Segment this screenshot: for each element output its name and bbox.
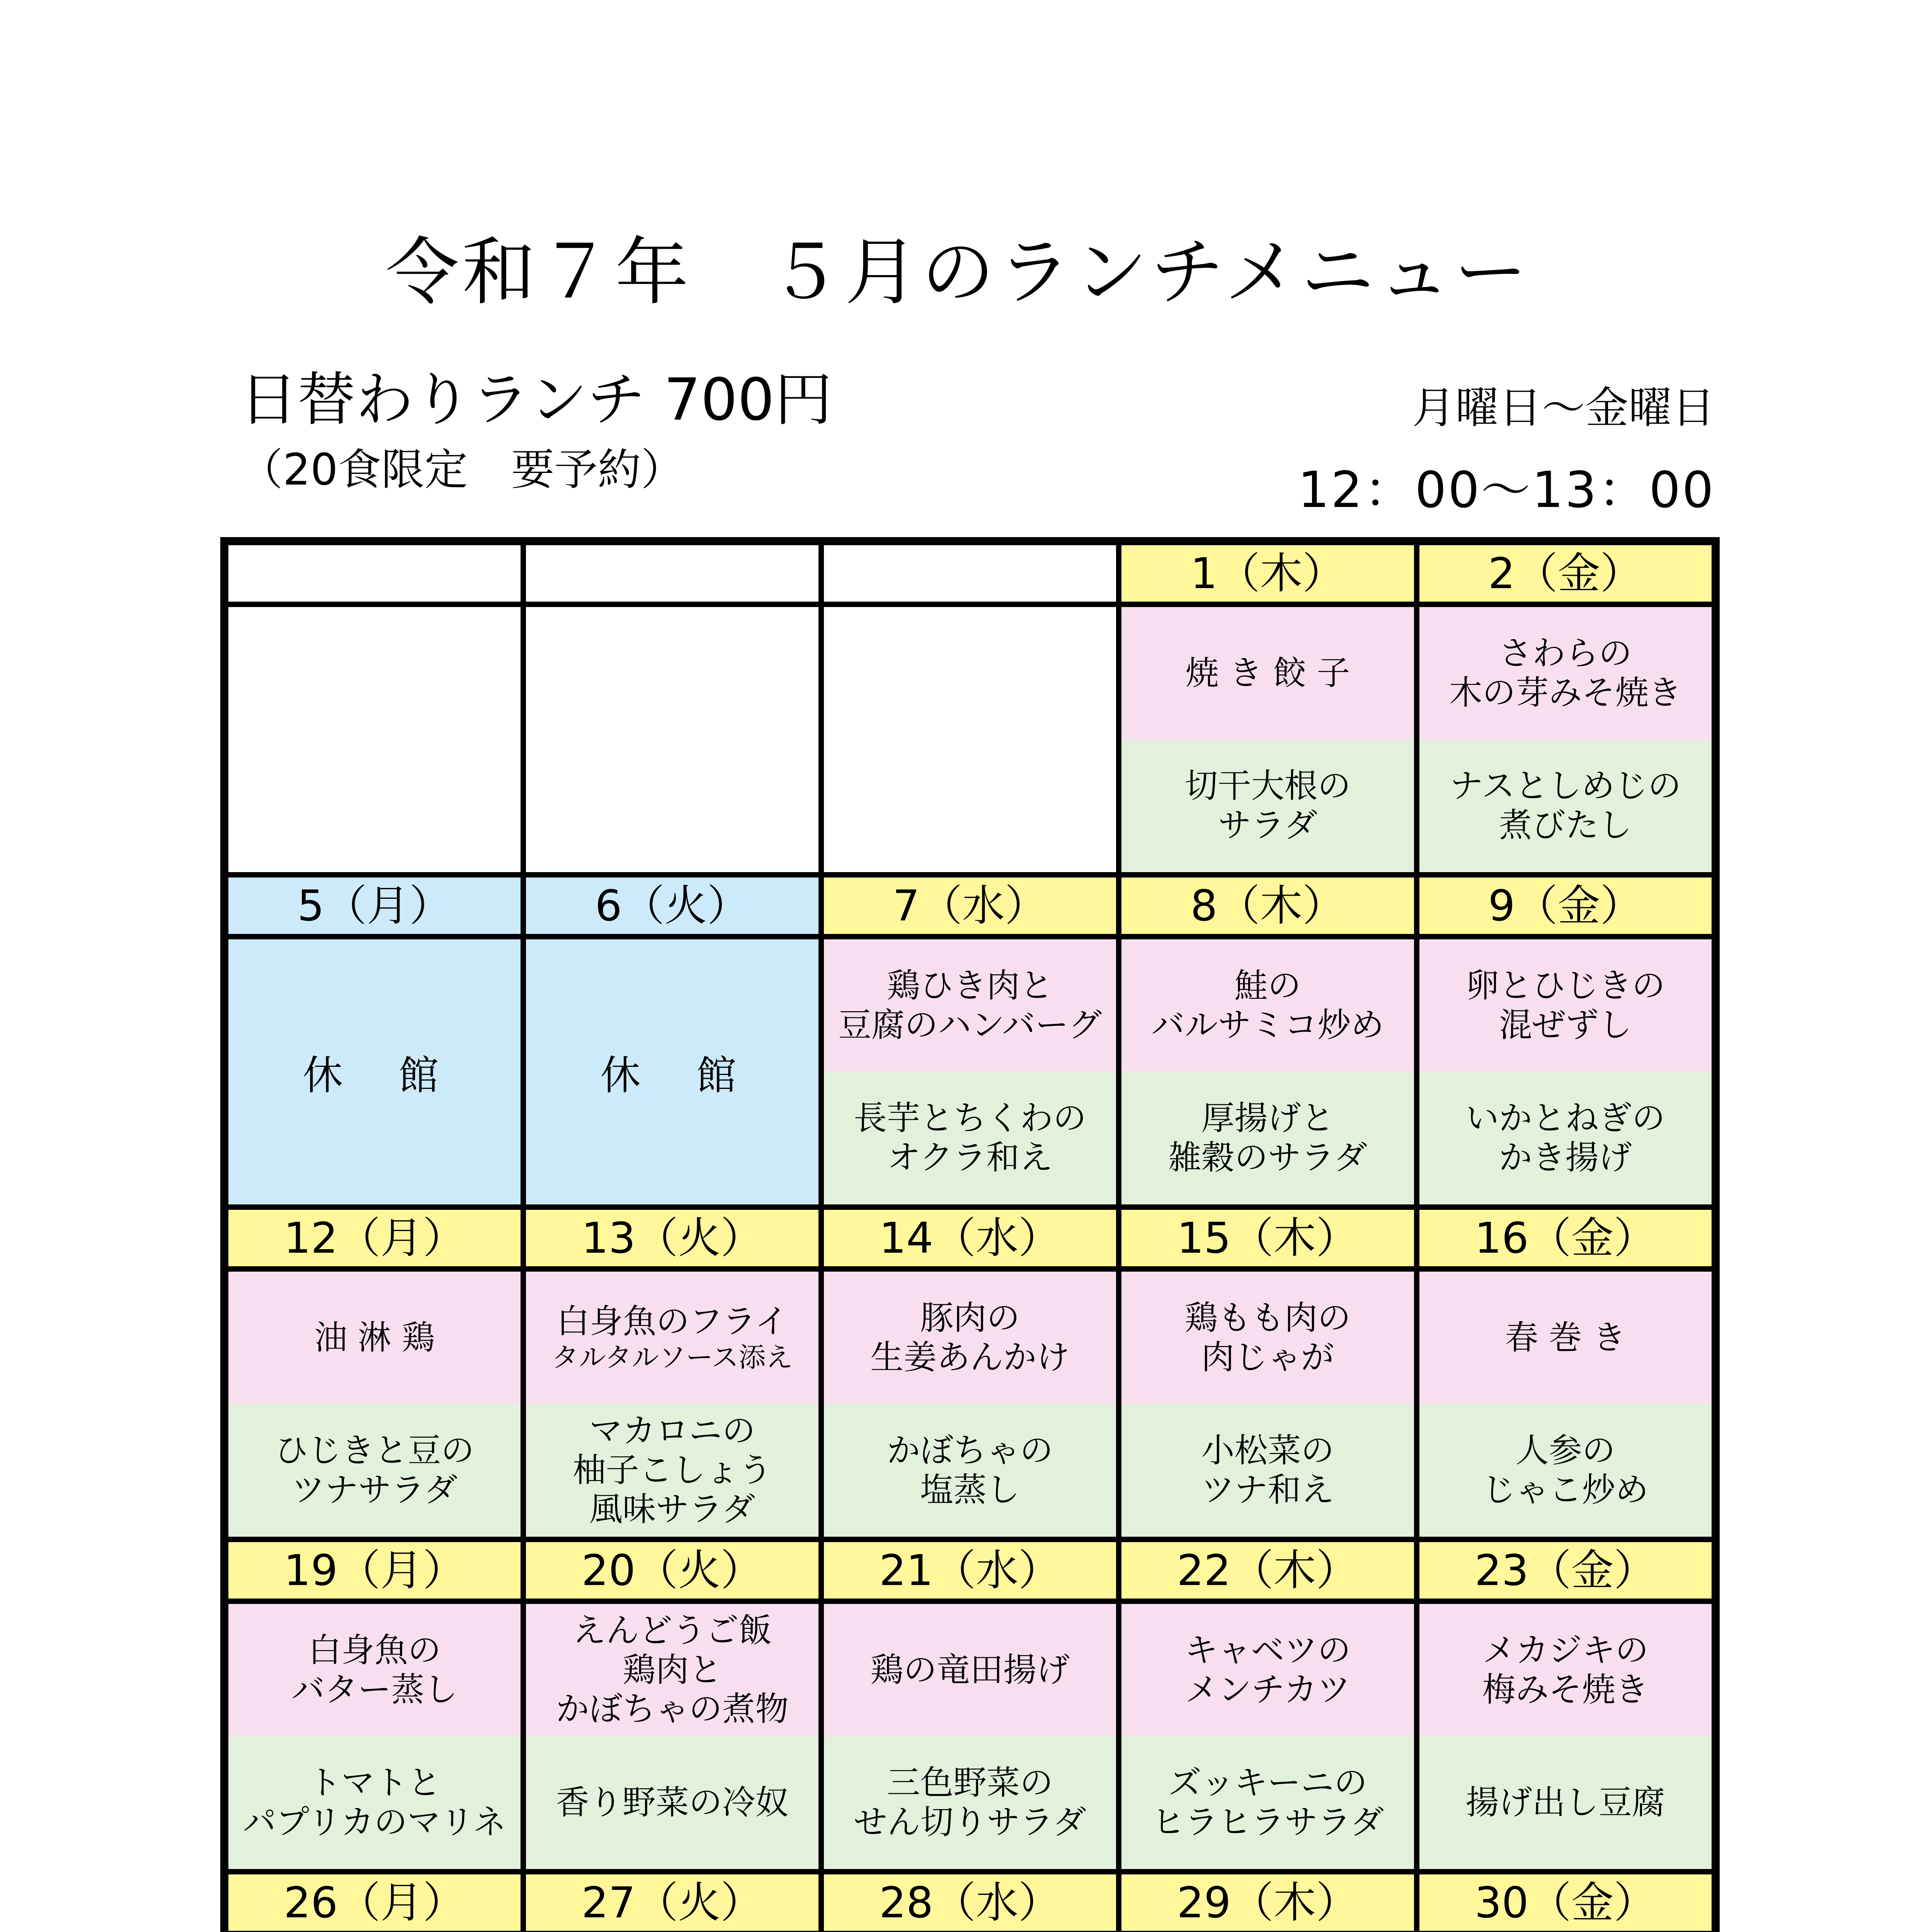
main-dish-line: 鮭の <box>1234 966 1301 1005</box>
main-dish-line: バター蒸し <box>291 1670 458 1709</box>
side-dish <box>1419 1404 1712 1537</box>
menu-day-cell <box>1119 1601 1416 1872</box>
main-dish-line: 油 淋 鶏 <box>314 1318 435 1357</box>
main-dish <box>1419 1272 1712 1404</box>
main-dish-line: さわらの <box>1499 634 1632 673</box>
menu-day-cell <box>523 1269 821 1539</box>
side-dish <box>526 1736 818 1869</box>
day-header: 16（金） <box>1417 1207 1714 1269</box>
side-dish-line: ナスとしめじの <box>1450 767 1681 806</box>
menu-day-cell <box>1417 1601 1714 1872</box>
side-dish-line: ツナ和え <box>1201 1470 1334 1509</box>
menu-calendar <box>220 537 1720 1932</box>
menu-day-cell <box>1417 604 1714 875</box>
side-dish <box>1121 1404 1414 1537</box>
side-dish-line: パプリカのマリネ <box>243 1803 507 1842</box>
main-dish <box>1419 1604 1712 1736</box>
side-dish-line: 塩蒸し <box>920 1470 1020 1509</box>
main-dish-line: キャベツの <box>1184 1631 1351 1670</box>
day-header: 5（月） <box>226 875 523 937</box>
lunch-name-price: 日替わりランチ 700円 <box>240 366 832 434</box>
main-dish-line: 豆腐のハンバーグ <box>838 1005 1102 1044</box>
main-dish-line: 鶏肉と <box>622 1650 722 1689</box>
side-dish-line: じゃこ炒め <box>1482 1470 1649 1509</box>
side-dish-line: 風味サラダ <box>589 1490 756 1529</box>
side-dish <box>824 1072 1116 1204</box>
side-dish-line: サラダ <box>1218 806 1317 845</box>
day-header: 30（金） <box>1417 1872 1714 1932</box>
main-dish <box>228 1604 521 1736</box>
empty-day-cell <box>523 604 821 875</box>
side-dish <box>824 1404 1116 1537</box>
main-dish-line: 鶏の竜田揚げ <box>870 1650 1070 1689</box>
main-dish-line: メカジキの <box>1482 1631 1649 1670</box>
side-dish-line: 柚子こしょう <box>572 1451 772 1490</box>
main-dish-line: 肉じゃが <box>1201 1338 1334 1377</box>
menu-day-cell <box>523 1601 821 1872</box>
empty-day-cell <box>821 604 1119 875</box>
side-dish-line: 小松菜の <box>1201 1431 1334 1470</box>
main-dish-line: 白身魚のフライ <box>556 1302 788 1341</box>
menu-day-cell <box>1119 937 1416 1207</box>
main-dish-line: 鶏もも肉の <box>1184 1299 1351 1338</box>
main-dish <box>824 1604 1116 1736</box>
main-dish <box>526 1604 818 1736</box>
side-dish <box>1419 740 1712 872</box>
menu-day-cell <box>1119 604 1416 875</box>
service-hours: 12：00～13：00 <box>1298 461 1715 519</box>
main-dish <box>824 939 1116 1072</box>
side-dish-line: 煮びたし <box>1499 806 1632 845</box>
day-header: 14（水） <box>821 1207 1119 1269</box>
day-header: 27（火） <box>523 1872 821 1932</box>
side-dish-line: せん切りサラダ <box>854 1803 1086 1842</box>
side-dish-line: ズッキーニの <box>1168 1764 1367 1803</box>
main-dish-line: 豚肉の <box>920 1299 1020 1338</box>
lunch-limit-note: （20食限定 要予約） <box>240 445 684 495</box>
day-header: 28（水） <box>821 1872 1119 1932</box>
day-header: 9（金） <box>1417 875 1714 937</box>
menu-day-cell <box>1417 937 1714 1207</box>
day-header: 1（木） <box>1119 543 1416 604</box>
main-dish-line: 焼 き 餃 子 <box>1185 653 1350 692</box>
side-dish-line: 揚げ出し豆腐 <box>1465 1783 1665 1822</box>
side-dish-line: 三色野菜の <box>887 1764 1053 1803</box>
day-header: 29（木） <box>1119 1872 1416 1932</box>
side-dish-line: ヒラヒラサラダ <box>1151 1803 1384 1842</box>
day-header <box>226 543 523 604</box>
main-dish-line: かぼちゃの煮物 <box>556 1690 789 1729</box>
main-dish-line: 混ぜずし <box>1499 1005 1632 1044</box>
day-header: 19（月） <box>226 1539 523 1601</box>
day-header: 15（木） <box>1119 1207 1416 1269</box>
main-dish-line: 鶏ひき肉と <box>887 966 1053 1005</box>
menu-day-cell <box>226 1269 523 1539</box>
day-header: 21（水） <box>821 1539 1119 1601</box>
side-dish <box>228 1404 521 1537</box>
side-dish-line: 切干大根の <box>1184 767 1351 806</box>
day-header: 22（木） <box>1119 1539 1416 1601</box>
day-header: 6（火） <box>523 875 821 937</box>
main-dish-line: 白身魚の <box>308 1631 441 1670</box>
service-days: 月曜日～金曜日 <box>1412 383 1715 433</box>
menu-day-cell <box>1119 1269 1416 1539</box>
closed-day-cell: 休 館 <box>226 937 523 1207</box>
main-dish-line: 生姜あんかけ <box>870 1338 1070 1377</box>
side-dish-line: ツナサラダ <box>291 1470 458 1509</box>
day-header: 8（木） <box>1119 875 1416 937</box>
main-dish-line: 春 巻 き <box>1505 1318 1626 1357</box>
day-header: 13（火） <box>523 1207 821 1269</box>
main-dish-line: えんどうご飯 <box>572 1611 772 1650</box>
side-dish <box>1121 1736 1414 1869</box>
main-dish <box>824 1272 1116 1404</box>
side-dish-line: 厚揚げと <box>1201 1099 1334 1138</box>
main-dish-line: 卵とひじきの <box>1465 966 1665 1005</box>
main-dish <box>1121 939 1414 1072</box>
side-dish-line: かき揚げ <box>1499 1138 1632 1177</box>
day-header: 2（金） <box>1417 543 1714 604</box>
side-dish-line: 長芋とちくわの <box>853 1099 1086 1138</box>
closed-day-cell: 休 館 <box>523 937 821 1207</box>
side-dish <box>824 1736 1116 1869</box>
side-dish <box>526 1404 818 1537</box>
side-dish-line: トマトと <box>308 1764 441 1803</box>
menu-day-cell <box>1417 1269 1714 1539</box>
menu-day-cell <box>821 1601 1119 1872</box>
main-dish <box>1121 1604 1414 1736</box>
day-header: 20（火） <box>523 1539 821 1601</box>
day-header: 23（金） <box>1417 1539 1714 1601</box>
side-dish <box>1121 740 1414 872</box>
side-dish-line: マカロニの <box>589 1412 756 1451</box>
day-header <box>523 543 821 604</box>
menu-day-cell <box>821 937 1119 1207</box>
menu-day-cell <box>226 1601 523 1872</box>
side-dish <box>1419 1736 1712 1869</box>
main-dish <box>1419 939 1712 1072</box>
side-dish-line: ひじきと豆の <box>275 1431 475 1470</box>
side-dish-line: 香り野菜の冷奴 <box>556 1783 789 1822</box>
side-dish-line: オクラ和え <box>887 1138 1053 1177</box>
side-dish <box>1121 1072 1414 1204</box>
main-dish-line: バルサミコ炒め <box>1151 1005 1384 1044</box>
side-dish-line: かぼちゃの <box>887 1431 1053 1470</box>
main-dish <box>1121 1272 1414 1404</box>
empty-day-cell <box>226 604 523 875</box>
page-title: 令和７年 ５月のランチメニュー <box>385 230 1531 315</box>
side-dish-line: 雑穀のサラダ <box>1168 1138 1367 1177</box>
main-dish-line: タルタルソース添え <box>551 1341 793 1373</box>
main-dish <box>1121 607 1414 740</box>
day-header <box>821 543 1119 604</box>
day-header: 26（月） <box>226 1872 523 1932</box>
main-dish-line: 木の芽みそ焼き <box>1449 673 1682 712</box>
day-header: 7（水） <box>821 875 1119 937</box>
side-dish <box>1419 1072 1712 1204</box>
side-dish <box>228 1736 521 1869</box>
main-dish <box>1419 607 1712 740</box>
main-dish <box>228 1272 521 1404</box>
day-header: 12（月） <box>226 1207 523 1269</box>
menu-day-cell <box>821 1269 1119 1539</box>
side-dish-line: 人参の <box>1515 1431 1615 1470</box>
main-dish-line: メンチカツ <box>1185 1670 1351 1709</box>
main-dish-line: 梅みそ焼き <box>1482 1670 1649 1709</box>
main-dish <box>526 1272 818 1404</box>
side-dish-line: いかとねぎの <box>1465 1099 1665 1138</box>
